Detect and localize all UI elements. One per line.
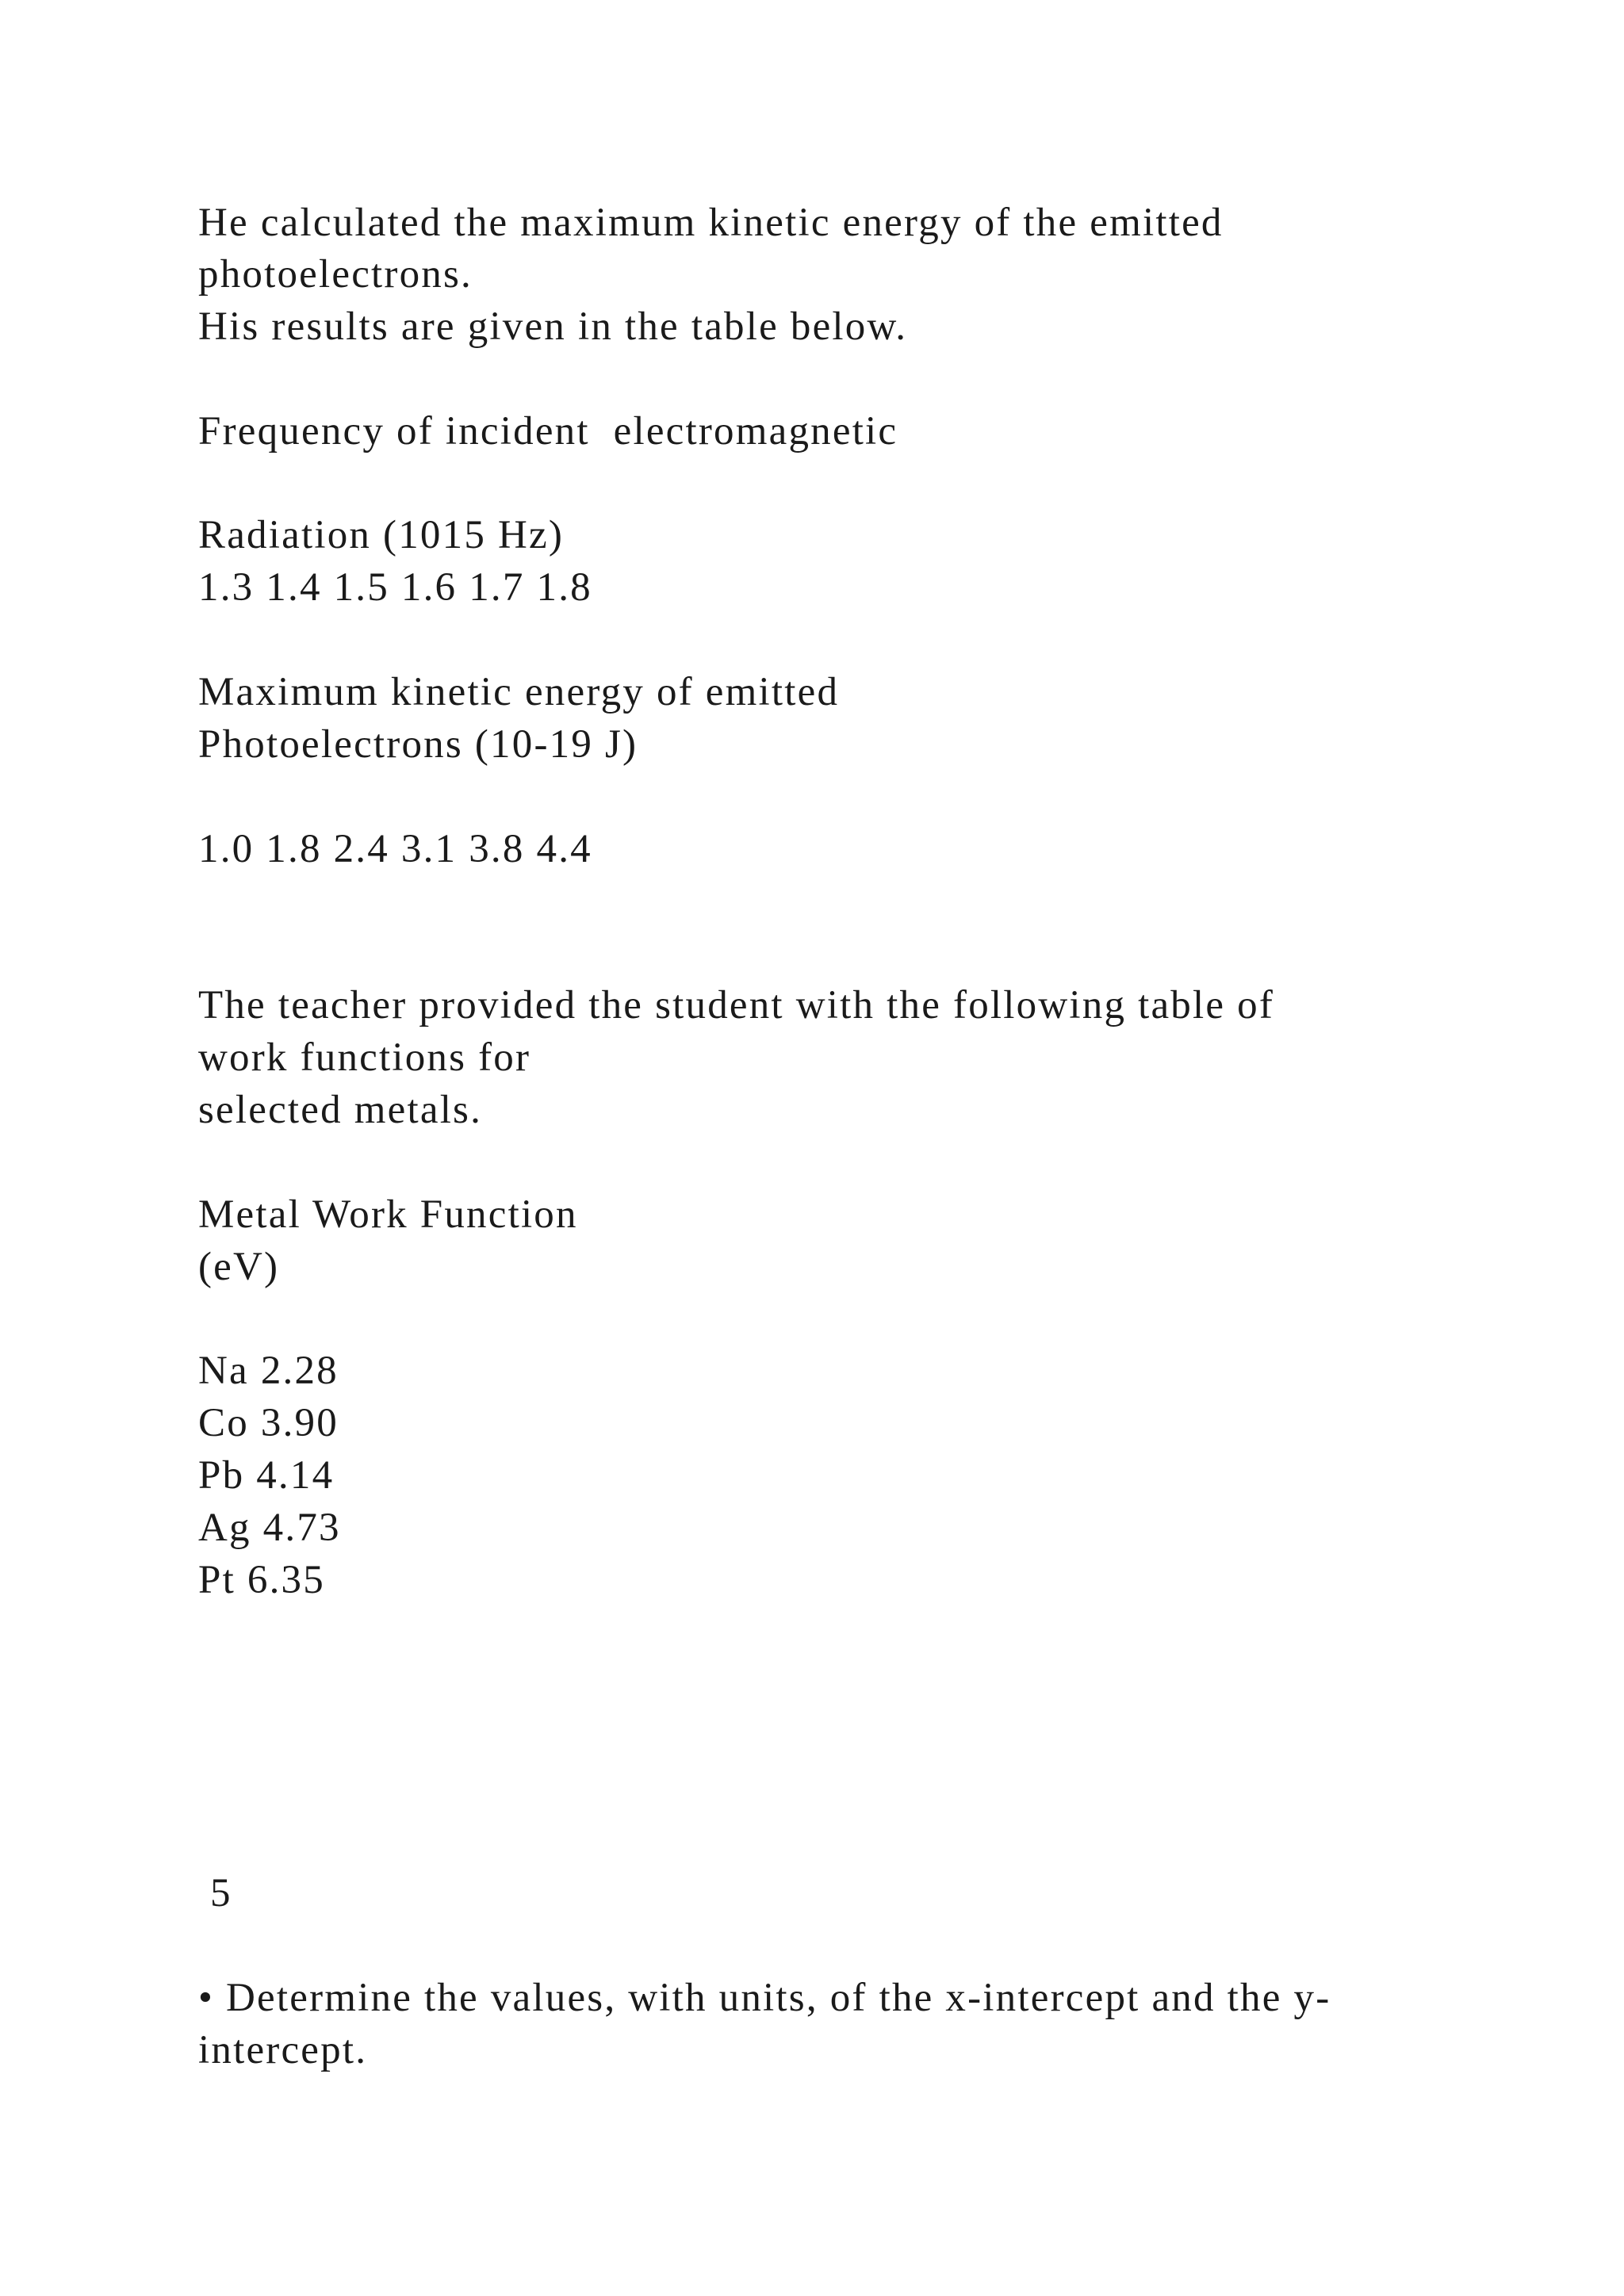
kinetic-heading-line-2: Photoelectrons (10-19 J): [198, 722, 638, 767]
question-line-1: • Determine the values, with units, of the x-intercept and the y-: [198, 1976, 1331, 2020]
kinetic-values: 1.0 1.8 2.4 3.1 3.8 4.4: [198, 827, 592, 871]
frequency-heading-line-2: Radiation (1015 Hz): [198, 513, 565, 557]
teacher-line-3: selected metals.: [198, 1088, 483, 1132]
intro-line-2: photoelectrons.: [198, 252, 473, 297]
kinetic-heading-line-1: Maximum kinetic energy of emitted: [198, 670, 840, 714]
work-function-heading-line-2: (eV): [198, 1245, 280, 1289]
metal-row-pt: Pt 6.35: [198, 1558, 325, 1602]
teacher-line-1: The teacher provided the student with the following table of: [198, 983, 1275, 1027]
metal-row-na: Na 2.28: [198, 1349, 339, 1393]
page-number: 5: [198, 1871, 232, 1915]
metal-row-pb: Pb 4.14: [198, 1453, 335, 1498]
question-line-2: intercept.: [198, 2028, 368, 2072]
metal-row-ag: Ag 4.73: [198, 1506, 341, 1550]
frequency-heading-line-1: Frequency of incident electromagnetic: [198, 409, 898, 453]
metal-row-co: Co 3.90: [198, 1401, 339, 1445]
intro-line-1: He calculated the maximum kinetic energy of the emitted: [198, 201, 1224, 245]
frequency-values: 1.3 1.4 1.5 1.6 1.7 1.8: [198, 565, 592, 610]
teacher-line-2: work functions for: [198, 1035, 531, 1080]
intro-line-3: His results are given in the table below.: [198, 304, 908, 349]
work-function-heading-line-1: Metal Work Function: [198, 1192, 578, 1237]
